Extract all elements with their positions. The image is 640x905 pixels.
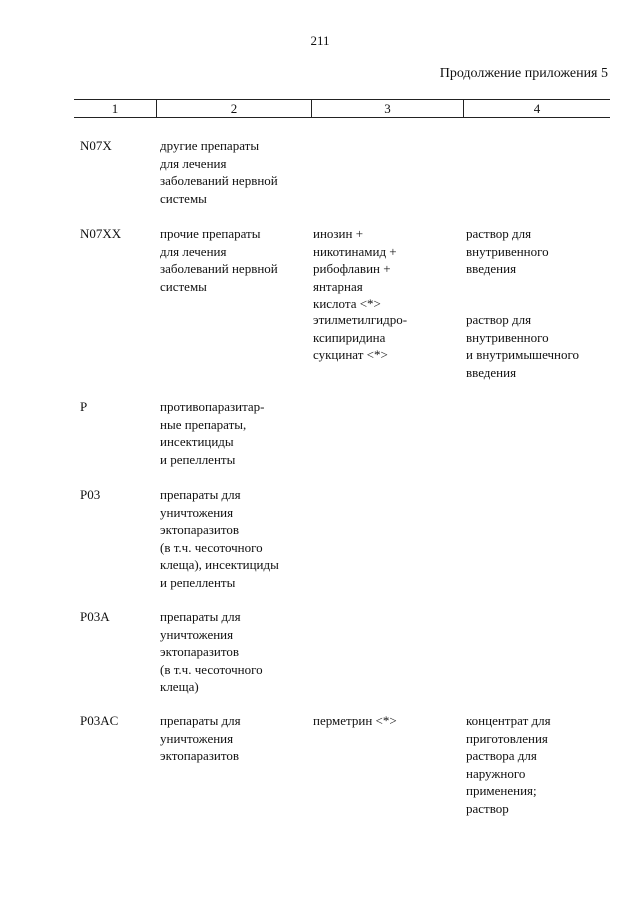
drug-name — [313, 225, 463, 362]
atc-code: P03 — [80, 487, 101, 502]
atc-name: препараты для уничтожения эктопаразитов — [160, 713, 241, 763]
continuation-label: Продолжение приложения 5 — [439, 66, 608, 81]
dosage-form-2: раствор для внутривенного и внутримышечного введения — [466, 312, 580, 380]
atc-code: P03A — [80, 609, 110, 624]
atc-name: другие препараты для лечения заболеваний нервной системы — [160, 138, 278, 206]
atc-name: противопаразитар- ные препараты, инсектициды и репелленты — [160, 399, 265, 467]
atc-code: N07X — [80, 138, 112, 153]
header-col-1: 1 — [74, 100, 157, 117]
header-col-2: 2 — [157, 100, 312, 117]
page-number: 211 — [310, 33, 330, 48]
drug-name-2: этилметилгидро- ксипиридина сукцинат <*> — [313, 312, 408, 362]
dosage-form-1: раствор для внутривенного введения — [466, 226, 549, 276]
dosage-form: концентрат для приготовления раствора для наружного применения; раствор — [466, 713, 551, 816]
atc-code: P — [80, 399, 88, 414]
header-col-4: 4 — [533, 101, 541, 116]
drug-name: перметрин <*> — [313, 713, 397, 728]
atc-name: прочие препараты для лечения заболеваний нервной системы — [160, 226, 278, 294]
dosage-form — [466, 225, 616, 380]
atc-code: N07XX — [80, 226, 122, 241]
header-col-3: 3 — [312, 100, 464, 117]
drug-name-1: инозин + никотинамид + рибофлавин + янтарная кислота <*> — [313, 226, 397, 311]
atc-code: P03AC — [80, 713, 119, 728]
table-header — [74, 99, 610, 118]
atc-name: препараты для уничтожения эктопаразитов (в т.ч. чесоточного клеща), инсектициды и репелленты — [160, 487, 279, 590]
atc-name: препараты для уничтожения эктопаразитов (в т.ч. чесоточного клеща) — [160, 609, 263, 694]
